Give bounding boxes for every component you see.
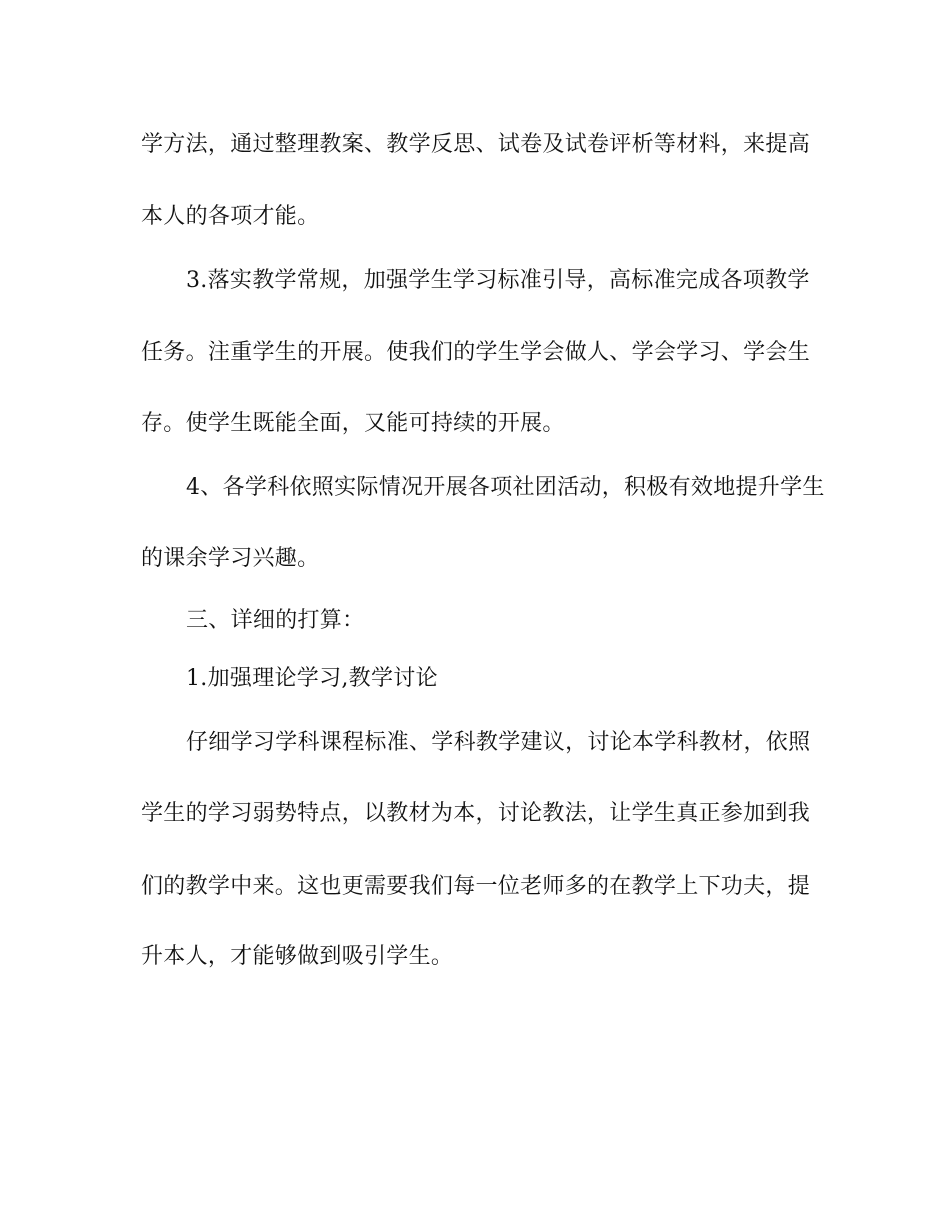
body-text-line: 升本人，才能够做到吸引学生。 [141, 944, 454, 969]
body-text-line: 的课余学习兴趣。 [141, 546, 320, 571]
paragraph-first-line: 3.落实教学常规，加强学生学习标准引导，高标准完成各项教学 [186, 268, 810, 293]
paragraph-first-line: 4、各学科依照实际情况开展各项社团活动，积极有效地提升学生 [186, 475, 825, 500]
body-text-line: 本人的各项才能。 [141, 204, 320, 229]
paragraph-first-line: 仔细学习学科课程标准、学科教学建议，讨论本学科教材，依照 [186, 730, 811, 755]
subsection-heading: 1.加强理论学习,教学讨论 [186, 666, 438, 691]
body-text-line: 学生的学习弱势特点，以教材为本，讨论教法，让学生真正参加到我 [141, 801, 811, 826]
body-text-line: 学方法，通过整理教案、教学反思、试卷及试卷评析等材料，来提高 [141, 132, 811, 157]
body-text-line: 任务。注重学生的开展。使我们的学生学会做人、学会学习、学会生 [141, 340, 811, 365]
section-heading: 三、详细的打算： [186, 608, 365, 633]
body-text-line: 存。使学生既能全面，又能可持续的开展。 [141, 411, 565, 436]
body-text-line: 们的教学中来。这也更需要我们每一位老师多的在教学上下功夫，提 [141, 874, 811, 899]
